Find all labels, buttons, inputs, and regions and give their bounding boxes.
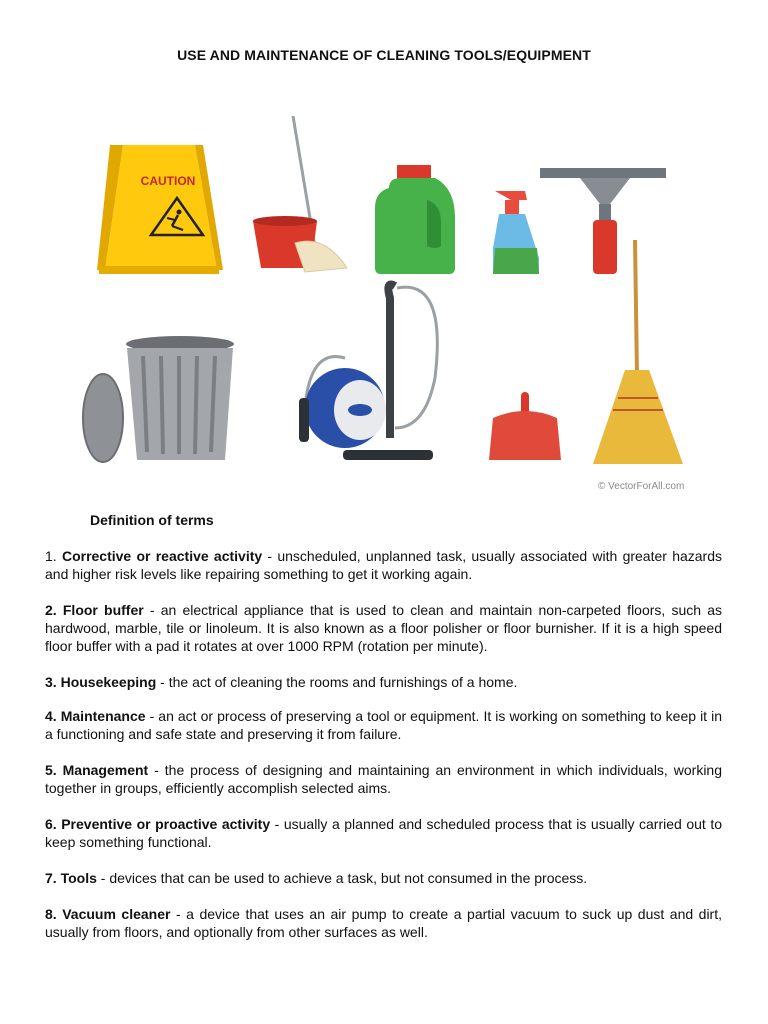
detergent-jug-icon <box>375 165 455 274</box>
definition-number: 5. <box>45 762 57 778</box>
caution-sign-text: CAUTION <box>140 174 196 188</box>
definition-number: 3. <box>45 674 57 690</box>
definition-item <box>45 707 722 743</box>
definition-number: 8. <box>45 906 57 922</box>
definition-term: Tools <box>60 870 97 886</box>
definition-term: Preventive or proactive activity <box>61 816 271 832</box>
definitions-list <box>45 547 722 959</box>
definition-item <box>45 601 722 655</box>
mop-bucket-icon <box>253 116 347 272</box>
definition-term: Floor buffer <box>62 602 144 618</box>
definition-term: Housekeeping <box>60 674 157 690</box>
illustration-credit: © VectorForAll.com <box>598 481 685 492</box>
definition-text: - an electrical appliance that is used to clean and maintain non-carpeted floors, such as hardwood, marble, tile or linoleum. It is also known as a floor polisher or floor burnisher. If it is a high speed floor buffer with a pad it rotates at over 1000 RPM (rotation per minute). <box>45 602 723 654</box>
section-heading: Definition of terms <box>90 512 214 528</box>
cleaning-tools-illustration <box>75 108 725 498</box>
definition-item <box>45 905 722 941</box>
definition-number: 6. <box>45 816 57 832</box>
definition-term: Maintenance <box>60 708 146 724</box>
definition-text: - unscheduled, unplanned task, usually associated with greater hazards and higher risk levels like repairing something to get it working again. <box>45 548 722 582</box>
definition-item <box>45 547 722 583</box>
definition-number: 4. <box>45 708 57 724</box>
definition-term: Vacuum cleaner <box>62 906 171 922</box>
caution-sign-icon <box>97 145 223 274</box>
squeegee-icon <box>540 168 666 274</box>
definition-item <box>45 869 722 887</box>
definition-term: Management <box>62 762 149 778</box>
definition-text: - devices that can be used to achieve a task, but not consumed in the process. <box>96 870 588 886</box>
spray-bottle-icon <box>493 191 539 274</box>
definition-text: - a device that uses an air pump to create a partial vacuum to suck up dust and dirt, usually from floors, and optionally from other surfaces as well. <box>45 906 722 940</box>
vacuum-cleaner-icon <box>299 285 437 461</box>
definition-item <box>45 673 722 691</box>
definition-number: 1. <box>45 548 57 564</box>
definition-text: - an act or process of preserving a tool or equipment. It is working on something to keep it in a functioning and safe state and preserving it from failure. <box>45 708 723 742</box>
trash-can-icon <box>83 336 234 462</box>
page-title: USE AND MAINTENANCE OF CLEANING TOOLS/EQUIPMENT <box>177 47 591 63</box>
definition-number: 2. <box>45 602 57 618</box>
definition-item <box>45 815 722 851</box>
definition-text: - the act of cleaning the rooms and furnishings of a home. <box>156 674 518 690</box>
definition-number: 7. <box>45 870 57 886</box>
definition-term: Corrective or reactive activity <box>61 548 263 564</box>
definition-text: - the process of designing and maintaining an environment in which individuals, working together in groups, efficiently accomplish selected aims. <box>45 762 723 796</box>
definition-item <box>45 761 722 797</box>
dustpan-icon <box>489 392 561 460</box>
definition-text: - usually a planned and scheduled process that is usually carried out to keep something functional. <box>45 816 722 850</box>
